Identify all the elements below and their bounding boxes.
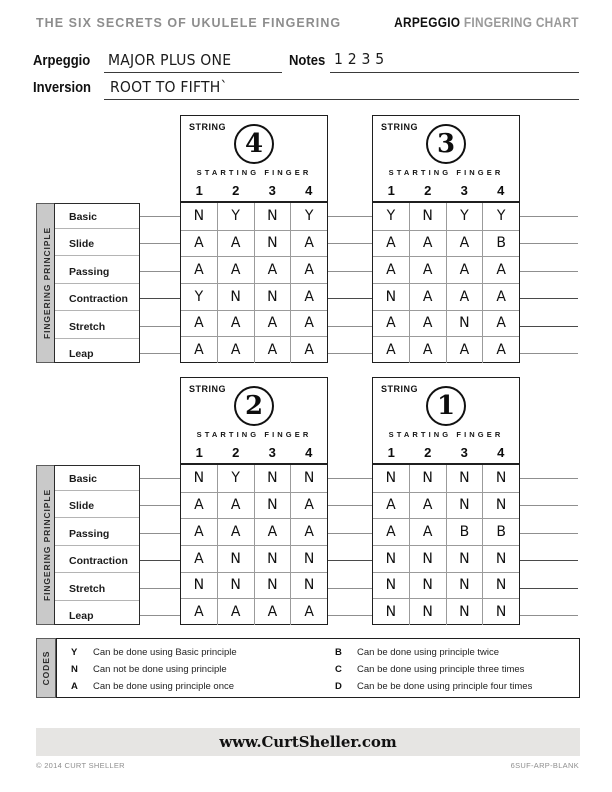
connector-line xyxy=(136,560,184,561)
finger-number: 2 xyxy=(232,445,240,460)
principle-item-leap[interactable]: Leap xyxy=(69,348,94,360)
fingering-cell[interactable]: A xyxy=(482,337,519,363)
principle-separator xyxy=(55,600,139,601)
code-text: Can not be done using principle xyxy=(93,664,227,675)
fingering-cell[interactable]: N xyxy=(446,311,483,337)
fingering-cell[interactable]: A xyxy=(409,257,446,283)
fingering-cell[interactable]: A xyxy=(217,257,254,283)
fingering-row-stretch xyxy=(373,310,519,337)
principle-item-contraction[interactable]: Contraction xyxy=(69,293,128,305)
fingering-row-passing xyxy=(181,256,327,283)
connector-line xyxy=(518,505,578,506)
principle-separator xyxy=(55,310,139,311)
fingering-row-contraction xyxy=(373,545,519,572)
principle-separator xyxy=(55,517,139,518)
fingering-principle-panel-top xyxy=(36,203,140,363)
fingering-cell[interactable]: A xyxy=(409,493,446,519)
finger-number-row xyxy=(181,183,327,198)
fingering-cell[interactable]: N xyxy=(409,546,446,572)
fingering-cell[interactable]: N xyxy=(385,550,397,567)
fingering-row-stretch xyxy=(181,310,327,337)
string-label: STRING xyxy=(381,122,419,132)
string-number-badge: 2 xyxy=(234,386,274,426)
string-chart-header xyxy=(372,377,520,465)
principle-item-basic[interactable]: Basic xyxy=(69,473,98,485)
principle-item-passing[interactable]: Passing xyxy=(69,528,110,540)
fingering-cell[interactable]: Y xyxy=(290,203,327,230)
fingering-cell[interactable]: N xyxy=(446,573,483,599)
finger-number: 4 xyxy=(305,445,313,460)
fingering-cell[interactable]: N xyxy=(482,546,519,572)
fingering-row-leap xyxy=(181,336,327,363)
code-text: Can be done using principle three times xyxy=(357,664,525,675)
fingering-cell[interactable]: A xyxy=(409,284,446,310)
arpeggio-field-rule xyxy=(104,72,282,73)
fingering-row-leap xyxy=(373,598,519,625)
finger-number: 3 xyxy=(460,445,468,460)
fingering-cell[interactable]: A xyxy=(446,337,483,363)
fingering-cell[interactable]: A xyxy=(217,599,254,625)
fingering-row-passing xyxy=(181,518,327,545)
starting-finger-label: STARTING FINGER xyxy=(388,168,504,177)
string-chart-header xyxy=(180,115,328,203)
principle-item-passing[interactable]: Passing xyxy=(69,266,110,278)
principle-separator xyxy=(55,545,139,546)
fingering-cell[interactable]: N xyxy=(254,573,291,599)
principle-item-stretch[interactable]: Stretch xyxy=(69,583,106,595)
fingering-cell[interactable]: A xyxy=(446,284,483,310)
inversion-field-rule xyxy=(104,99,579,100)
fingering-cell[interactable]: A xyxy=(386,315,396,332)
string-number-badge: 3 xyxy=(426,124,466,164)
fingering-cell[interactable]: N xyxy=(482,493,519,519)
fingering-cell[interactable]: A xyxy=(194,262,204,279)
fingering-cell[interactable]: N xyxy=(254,465,291,492)
fingering-principle-list-bottom xyxy=(54,465,140,625)
footer-doc-code: 6SUF-ARP-BLANK xyxy=(510,761,579,770)
connector-line xyxy=(518,353,578,354)
code-key: C xyxy=(335,664,342,675)
code-legend-row-y xyxy=(71,647,237,658)
finger-number: 2 xyxy=(232,183,240,198)
fingering-cell[interactable]: Y xyxy=(217,465,254,492)
fingering-cell[interactable]: N xyxy=(409,203,446,230)
finger-number: 3 xyxy=(268,183,276,198)
fingering-cell[interactable]: A xyxy=(217,493,254,519)
fingering-cell[interactable]: N xyxy=(446,493,483,519)
string-chart-1 xyxy=(372,377,520,625)
fingering-cell[interactable]: N xyxy=(193,577,205,594)
footer-website-bar xyxy=(36,728,580,756)
fingering-cell[interactable]: A xyxy=(482,257,519,283)
fingering-cell[interactable]: N xyxy=(193,470,205,487)
fingering-cell[interactable]: A xyxy=(290,231,327,257)
fingering-cell[interactable]: N xyxy=(409,573,446,599)
code-legend-row-c xyxy=(335,664,524,675)
finger-number: 4 xyxy=(305,183,313,198)
string-label: STRING xyxy=(189,122,227,132)
fingering-cell[interactable]: A xyxy=(217,311,254,337)
fingering-principle-axis-text: FINGERING PRINCIPLE xyxy=(42,226,52,340)
fingering-cell[interactable]: Y xyxy=(194,288,204,305)
principle-separator xyxy=(55,255,139,256)
fingering-cell[interactable]: A xyxy=(217,519,254,545)
fingering-cell[interactable]: N xyxy=(446,599,483,625)
fingering-cell[interactable]: N xyxy=(482,573,519,599)
finger-number: 1 xyxy=(195,445,203,460)
starting-finger-label: STARTING FINGER xyxy=(196,430,312,439)
connector-line xyxy=(136,353,184,354)
code-text: Can be done using principle twice xyxy=(357,647,500,658)
finger-number: 3 xyxy=(268,445,276,460)
fingering-cell[interactable]: A xyxy=(386,342,396,359)
fingering-row-basic xyxy=(373,465,519,492)
finger-number: 4 xyxy=(497,445,505,460)
fingering-cell[interactable]: A xyxy=(254,519,291,545)
principle-separator xyxy=(55,228,139,229)
connector-line xyxy=(518,216,578,217)
connector-line xyxy=(136,298,184,299)
connector-line xyxy=(136,505,184,506)
string-chart-header xyxy=(180,377,328,465)
code-key: D xyxy=(335,681,342,692)
fingering-cell[interactable]: Y xyxy=(386,208,396,225)
fingering-cell[interactable]: N xyxy=(290,573,327,599)
code-text: Can be done using Basic principle xyxy=(93,647,237,658)
fingering-cell[interactable]: N xyxy=(254,493,291,519)
codes-legend xyxy=(36,638,580,698)
codes-axis-text: CODES xyxy=(41,650,51,686)
fingering-cell[interactable]: N xyxy=(385,577,397,594)
connector-line xyxy=(136,271,184,272)
codes-content-box xyxy=(56,638,580,698)
string-chart-header xyxy=(372,115,520,203)
fingering-cell[interactable]: N xyxy=(446,465,483,492)
connector-line xyxy=(136,533,184,534)
fingering-cell[interactable]: A xyxy=(290,284,327,310)
code-legend-row-n xyxy=(71,664,227,675)
finger-number: 4 xyxy=(497,183,505,198)
fingering-grid xyxy=(180,203,328,363)
fingering-cell[interactable]: A xyxy=(482,311,519,337)
fingering-cell[interactable]: N xyxy=(193,208,205,225)
fingering-cell[interactable]: N xyxy=(385,604,397,621)
fingering-cell[interactable]: A xyxy=(194,497,204,514)
string-chart-3 xyxy=(372,115,520,363)
fingering-row-leap xyxy=(373,336,519,363)
fingering-cell[interactable]: N xyxy=(254,231,291,257)
code-key: Y xyxy=(71,647,78,658)
principle-item-contraction[interactable]: Contraction xyxy=(69,555,128,567)
fingering-cell[interactable]: A xyxy=(217,337,254,363)
fingering-row-stretch xyxy=(373,572,519,599)
finger-number: 3 xyxy=(460,183,468,198)
fingering-cell[interactable]: A xyxy=(217,231,254,257)
fingering-row-contraction xyxy=(181,283,327,310)
fingering-cell[interactable]: A xyxy=(386,497,396,514)
code-key: B xyxy=(335,647,342,658)
connector-line xyxy=(518,588,578,589)
connector-line xyxy=(136,243,184,244)
fingering-cell[interactable]: A xyxy=(194,604,204,621)
finger-number: 2 xyxy=(424,183,432,198)
string-number-badge: 4 xyxy=(234,124,274,164)
principle-separator xyxy=(55,338,139,339)
fingering-cell[interactable]: N xyxy=(409,465,446,492)
principle-item-leap[interactable]: Leap xyxy=(69,610,94,622)
fingering-cell[interactable]: A xyxy=(194,315,204,332)
fingering-row-passing xyxy=(373,256,519,283)
connector-line xyxy=(518,243,578,244)
principle-separator xyxy=(55,572,139,573)
code-text: Can be done using principle once xyxy=(93,681,235,692)
fingering-cell[interactable]: A xyxy=(254,599,291,625)
connector-line xyxy=(136,588,184,589)
arpeggio-field-label: Arpeggio xyxy=(33,53,91,69)
fingering-cell[interactable]: B xyxy=(446,519,483,545)
fingering-cell[interactable]: B xyxy=(482,519,519,545)
fingering-row-basic xyxy=(373,203,519,230)
fingering-cell[interactable]: A xyxy=(409,231,446,257)
fingering-cell[interactable]: N xyxy=(290,546,327,572)
fingering-cell[interactable]: A xyxy=(194,524,204,541)
string-label: STRING xyxy=(189,384,227,394)
fingering-row-slide xyxy=(181,492,327,519)
connector-line xyxy=(518,478,578,479)
finger-number: 2 xyxy=(424,445,432,460)
fingering-cell[interactable]: N xyxy=(217,573,254,599)
inversion-field-label: Inversion xyxy=(33,80,92,96)
code-key: N xyxy=(71,664,78,675)
notes-field-value[interactable]: 1 2 3 5 xyxy=(334,51,385,68)
fingering-row-passing xyxy=(373,518,519,545)
fingering-cell[interactable]: A xyxy=(386,262,396,279)
connector-line xyxy=(518,298,578,299)
fingering-grid xyxy=(372,465,520,625)
code-legend-row-b xyxy=(335,647,499,658)
fingering-cell[interactable]: N xyxy=(254,546,291,572)
fingering-cell[interactable]: N xyxy=(409,599,446,625)
string-chart-4 xyxy=(180,115,328,363)
fingering-cell[interactable]: N xyxy=(482,465,519,492)
starting-finger-label: STARTING FINGER xyxy=(388,430,504,439)
code-text: Can be be done using principle four times xyxy=(357,681,533,692)
fingering-cell[interactable]: A xyxy=(194,342,204,359)
principle-separator xyxy=(55,490,139,491)
principle-item-slide[interactable]: Slide xyxy=(69,238,95,250)
fingering-cell[interactable]: A xyxy=(254,311,291,337)
fingering-cell[interactable]: A xyxy=(254,257,291,283)
connector-line xyxy=(518,326,578,327)
connector-line xyxy=(518,533,578,534)
principle-item-slide[interactable]: Slide xyxy=(69,500,95,512)
fingering-cell[interactable]: A xyxy=(290,493,327,519)
fingering-cell[interactable]: A xyxy=(290,337,327,363)
fingering-grid xyxy=(180,465,328,625)
fingering-cell[interactable]: A xyxy=(290,599,327,625)
connector-line xyxy=(136,478,184,479)
fingering-cell[interactable]: N xyxy=(290,465,327,492)
fingering-cell[interactable]: N xyxy=(254,203,291,230)
fingering-cell[interactable]: N xyxy=(217,546,254,572)
finger-number: 1 xyxy=(387,183,395,198)
principle-item-basic[interactable]: Basic xyxy=(69,211,98,223)
fingering-cell[interactable]: N xyxy=(482,599,519,625)
code-key: A xyxy=(71,681,78,692)
fingering-principle-axis-text: FINGERING PRINCIPLE xyxy=(42,488,52,602)
fingering-row-stretch xyxy=(181,572,327,599)
fingering-principle-panel-bottom xyxy=(36,465,140,625)
fingering-cell[interactable]: Y xyxy=(217,203,254,230)
footer-website-link[interactable]: www.CurtSheller.com xyxy=(219,733,397,751)
string-label: STRING xyxy=(381,384,419,394)
fingering-cell[interactable]: A xyxy=(254,337,291,363)
notes-field-label: Notes xyxy=(289,53,326,69)
fingering-cell[interactable]: N xyxy=(385,470,397,487)
connector-line xyxy=(136,216,184,217)
codes-axis-label xyxy=(36,638,56,698)
connector-line xyxy=(518,271,578,272)
fingering-row-slide xyxy=(373,492,519,519)
page-series-title: THE SIX SECRETS OF UKULELE FINGERING xyxy=(36,16,342,30)
fingering-cell[interactable]: Y xyxy=(446,203,483,230)
connector-line xyxy=(518,615,578,616)
fingering-cell[interactable]: A xyxy=(446,231,483,257)
fingering-cell[interactable]: A xyxy=(290,311,327,337)
fingering-cell[interactable]: A xyxy=(409,311,446,337)
fingering-row-basic xyxy=(181,203,327,230)
finger-number-row xyxy=(373,445,519,460)
finger-number: 1 xyxy=(387,445,395,460)
fingering-row-contraction xyxy=(181,545,327,572)
fingering-cell[interactable]: A xyxy=(194,235,204,252)
principle-item-stretch[interactable]: Stretch xyxy=(69,321,106,333)
connector-line xyxy=(136,326,184,327)
page-title xyxy=(394,15,579,30)
fingering-cell[interactable]: N xyxy=(385,288,397,305)
fingering-row-contraction xyxy=(373,283,519,310)
footer-copyright: © 2014 CURT SHELLER xyxy=(36,761,125,770)
fingering-row-leap xyxy=(181,598,327,625)
fingering-principle-list-top xyxy=(54,203,140,363)
fingering-cell[interactable]: A xyxy=(482,284,519,310)
starting-finger-label: STARTING FINGER xyxy=(196,168,312,177)
arpeggio-field-value[interactable]: MAJOR PLUS ONE xyxy=(108,52,232,69)
code-legend-row-a xyxy=(71,681,234,692)
fingering-cell[interactable]: A xyxy=(290,257,327,283)
inversion-field-value[interactable]: ROOT TO FIFTH` xyxy=(110,79,228,96)
fingering-cell[interactable]: A xyxy=(446,257,483,283)
fingering-cell[interactable]: A xyxy=(409,519,446,545)
notes-field-rule xyxy=(330,72,579,73)
fingering-cell[interactable]: Y xyxy=(482,203,519,230)
string-chart-2 xyxy=(180,377,328,625)
connector-line xyxy=(518,560,578,561)
fingering-cell[interactable]: B xyxy=(482,231,519,257)
page-title-bold: ARPEGGIO xyxy=(394,15,461,30)
fingering-cell[interactable]: A xyxy=(290,519,327,545)
fingering-row-slide xyxy=(181,230,327,257)
fingering-row-basic xyxy=(181,465,327,492)
fingering-cell[interactable]: N xyxy=(254,284,291,310)
fingering-grid xyxy=(372,203,520,363)
finger-number-row xyxy=(181,445,327,460)
string-number-badge: 1 xyxy=(426,386,466,426)
fingering-cell[interactable]: A xyxy=(194,550,204,567)
finger-number-row xyxy=(373,183,519,198)
page-title-light: FINGERING CHART xyxy=(464,15,579,30)
connector-line xyxy=(136,615,184,616)
fingering-cell[interactable]: A xyxy=(386,235,396,252)
code-legend-row-d xyxy=(335,681,532,692)
fingering-cell[interactable]: A xyxy=(409,337,446,363)
fingering-cell[interactable]: N xyxy=(446,546,483,572)
fingering-cell[interactable]: N xyxy=(217,284,254,310)
finger-number: 1 xyxy=(195,183,203,198)
fingering-row-slide xyxy=(373,230,519,257)
fingering-cell[interactable]: A xyxy=(386,524,396,541)
principle-separator xyxy=(55,283,139,284)
